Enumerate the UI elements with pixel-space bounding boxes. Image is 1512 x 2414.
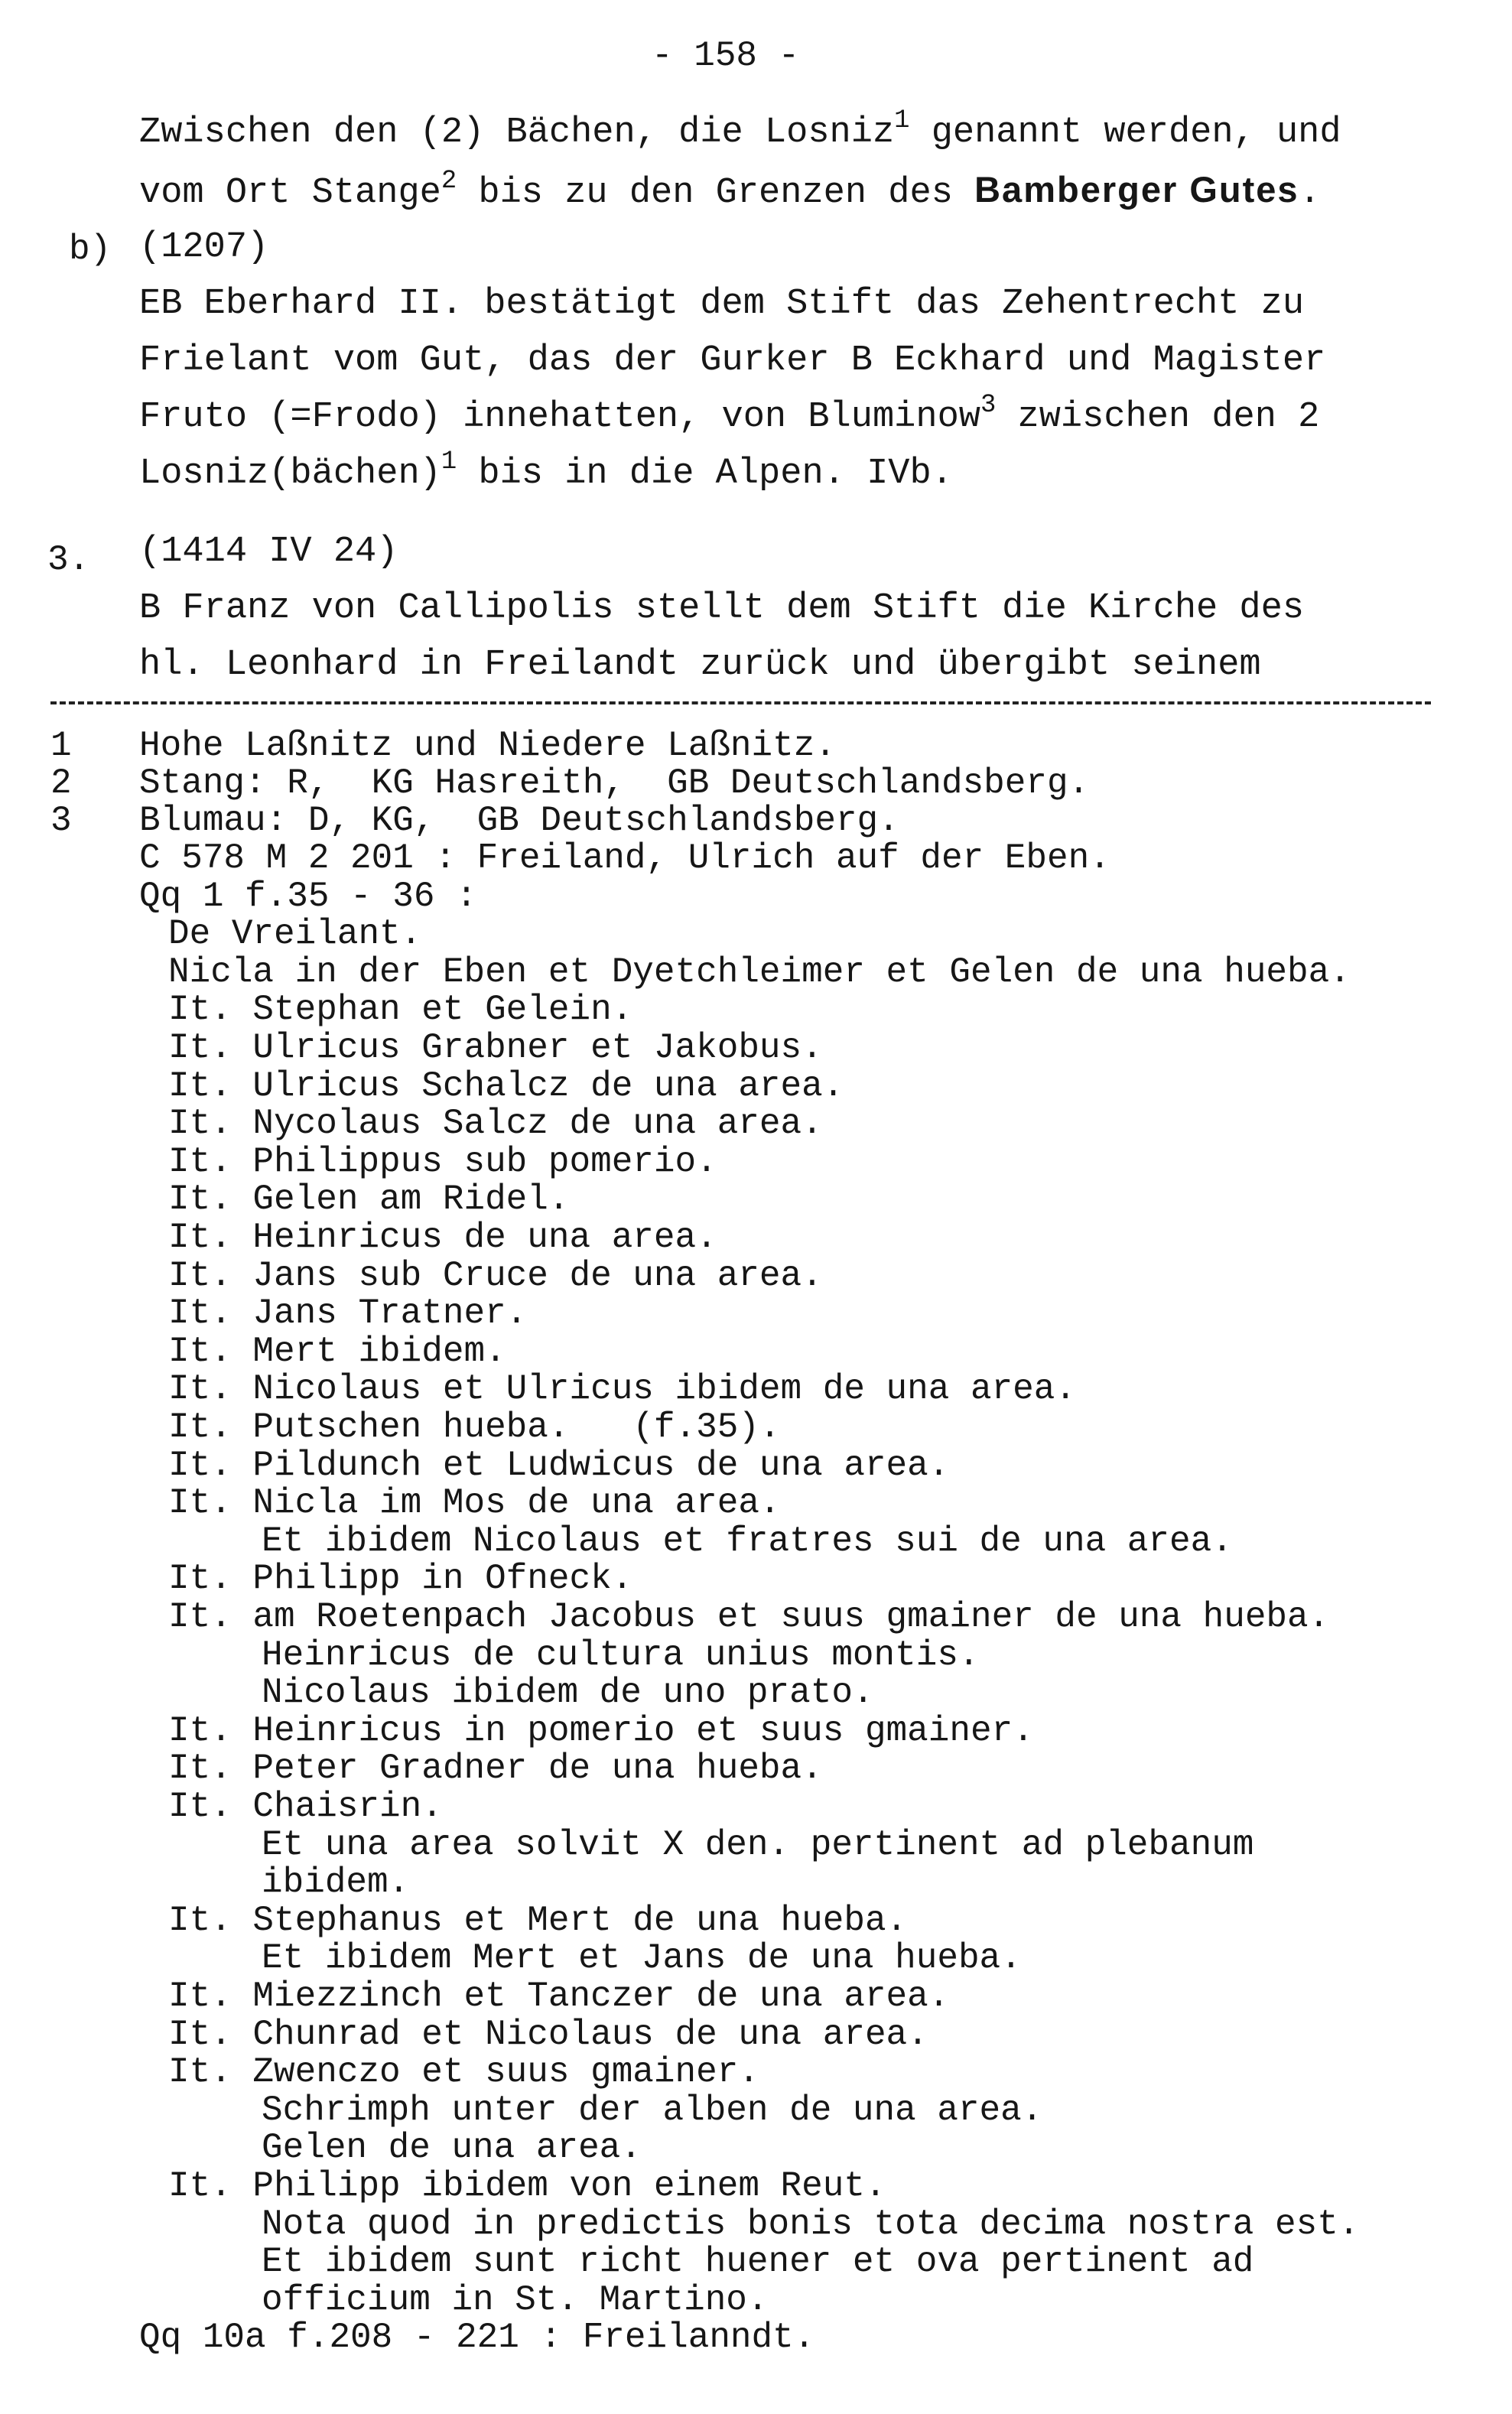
footnote-line: It. Nycolaus Salcz de una area. (168, 1104, 823, 1144)
footnote-line: Et una area solvit X den. pertinent ad plebanum (262, 1825, 1254, 1865)
text-line (139, 447, 953, 494)
text-segment: zwischen den 2 (996, 397, 1320, 438)
footnote-line: Nicla in der Eben et Dyetchleimer et Gelen de una hueba. (168, 952, 1351, 992)
footnote-line: It. Putschen hueba. (f.35). (168, 1407, 781, 1447)
footnote-line: It. Jans Tratner. (168, 1293, 528, 1333)
footnote-line: It. Nicolaus et Ulricus ibidem de una area. (168, 1369, 1076, 1409)
footnote-line: Nicolaus ibidem de uno prato. (262, 1673, 874, 1713)
footnote-line: Qq 1 f.35 - 36 : (139, 877, 477, 916)
text-line (139, 106, 1341, 153)
text-segment: Losniz(bächen) (139, 454, 441, 494)
footnote-line: It. Heinricus in pomerio et suus gmainer. (168, 1711, 1034, 1751)
page-number: - 158 - (652, 36, 800, 76)
footnote-line: It. Zwenczo et suus gmainer. (168, 2052, 759, 2092)
footnote-line: Et ibidem Nicolaus et fratres sui de una area. (262, 1521, 1233, 1561)
text-segment: Zwischen den (2) Bächen, die Losniz (139, 112, 895, 153)
text-line: Frielant vom Gut, das der Gurker B Eckhard und Magister (139, 340, 1326, 381)
text-line (139, 167, 1321, 213)
footnote-line: It. Heinricus de una area. (168, 1218, 717, 1257)
footnote-line: It. am Roetenpach Jacobus et suus gmainer de una hueba. (168, 1597, 1330, 1637)
footnote-line: De Vreilant. (168, 914, 422, 954)
section-date: (1414 IV 24) (139, 532, 398, 572)
footnote-line: Nota quod in predictis bonis tota decima nostra est. (262, 2204, 1360, 2244)
text-line: EB Eberhard II. bestätigt dem Stift das Zehentrecht zu (139, 284, 1305, 324)
text-segment: . (1299, 173, 1321, 213)
footnote-line: Schrimph unter der alben de una area. (262, 2090, 1043, 2130)
text-line: B Franz von Callipolis stellt dem Stift die Kirche des (139, 588, 1305, 629)
footnote-line: Et ibidem sunt richt huener et ova pertinent ad (262, 2242, 1254, 2282)
footnote-divider (50, 701, 1431, 704)
footnote-ref: 2 (441, 167, 457, 197)
footnote-line: ibidem. (262, 1863, 410, 1902)
footnote-ref: 1 (894, 106, 910, 136)
text-segment: bis zu den Grenzen des (457, 173, 975, 213)
footnote-line: Qq 10a f.208 - 221 : Freilanndt. (139, 2318, 815, 2357)
footnote-line: officium in St. Martino. (262, 2280, 769, 2320)
text-line (139, 391, 1320, 438)
footnote-line: Heinricus de cultura unius montis. (262, 1635, 980, 1675)
footnote-line: It. Philippus sub pomerio. (168, 1142, 717, 1182)
footnote-line: It. Philipp in Ofneck. (168, 1559, 633, 1599)
footnote-line: It. Miezzinch et Tanczer de una area. (168, 1976, 950, 2016)
text-segment: Fruto (=Frodo) innehatten, von Bluminow (139, 397, 980, 438)
footnote-line: It. Pildunch et Ludwicus de una area. (168, 1446, 950, 1485)
footnote-number: 2 (50, 763, 72, 803)
section-label: b) (69, 229, 112, 269)
footnote-ref: 3 (980, 391, 997, 421)
footnote-text: Hohe Laßnitz und Niedere Laßnitz. (139, 726, 836, 766)
footnote-line: It. Stephan et Gelein. (168, 990, 633, 1030)
footnote-line: It. Chunrad et Nicolaus de una area. (168, 2015, 928, 2055)
footnote-ref: 1 (441, 447, 457, 477)
section-label: 3. (47, 540, 90, 580)
footnote-number: 3 (50, 801, 72, 841)
footnote-line: Gelen de una area. (262, 2128, 642, 2168)
footnote-line: It. Peter Gradner de una hueba. (168, 1749, 823, 1788)
footnote-number: 1 (50, 726, 72, 766)
footnote-line: It. Jans sub Cruce de una area. (168, 1256, 823, 1296)
footnote-line: It. Nicla im Mos de una area. (168, 1483, 781, 1523)
text-segment: genannt werden, und (909, 112, 1341, 153)
footnote-text: Blumau: D, KG, GB Deutschlandsberg. (139, 801, 899, 841)
text-segment: bis in die Alpen. IVb. (457, 454, 953, 494)
footnote-line: It. Ulricus Grabner et Jakobus. (168, 1028, 823, 1068)
text-line: hl. Leonhard in Freilandt zurück und übergibt seinem (139, 645, 1261, 685)
text-segment: vom Ort Stange (139, 173, 441, 213)
footnote-line: It. Philipp ibidem von einem Reut. (168, 2166, 886, 2206)
footnote-line: C 578 M 2 201 : Freiland, Ulrich auf der Eben. (139, 838, 1110, 878)
footnote-line: It. Mert ibidem. (168, 1332, 506, 1371)
footnote-text: Stang: R, KG Hasreith, GB Deutschlandsberg. (139, 763, 1090, 803)
footnote-line: Et ibidem Mert et Jans de una hueba. (262, 1938, 1022, 1978)
footnote-line: It. Ulricus Schalcz de una area. (168, 1066, 844, 1106)
footnote-line: It. Gelen am Ridel. (168, 1179, 570, 1219)
footnote-line: It. Stephanus et Mert de una hueba. (168, 1901, 908, 1941)
section-date: (1207) (139, 227, 269, 268)
bold-text: Bamberger Gutes (974, 169, 1299, 210)
footnote-line: It. Chaisrin. (168, 1787, 443, 1827)
